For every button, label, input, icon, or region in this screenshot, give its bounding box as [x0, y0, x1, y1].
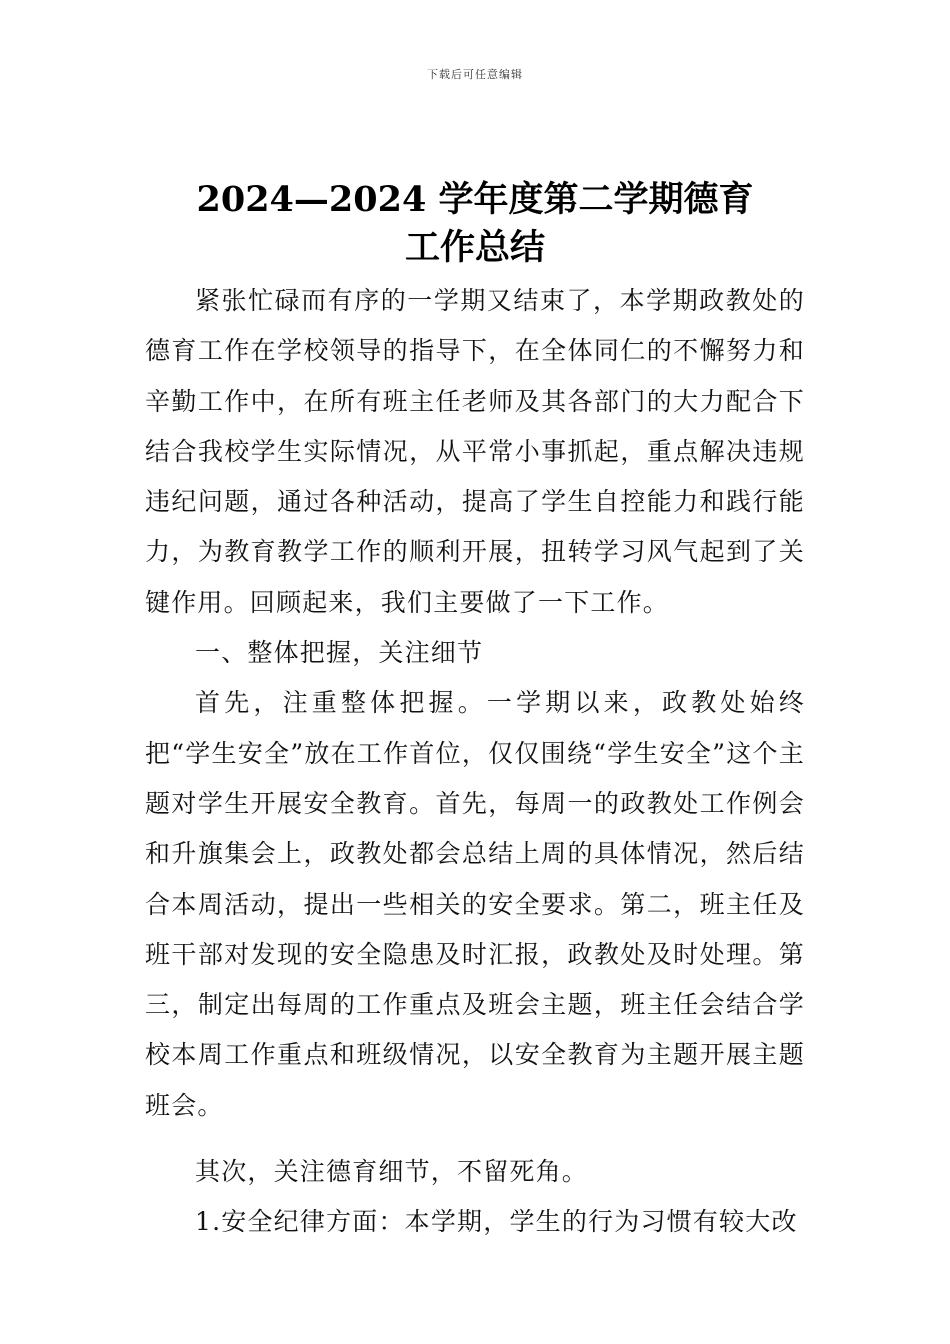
document-title: [145, 176, 805, 272]
document-body: [145, 276, 805, 1248]
header-note: 下载后可任意编辑: [427, 68, 523, 81]
paragraph-intro: 紧张忙碌而有序的一学期又结束了，本学期政教处的德育工作在学校领导的指导下，在全体同仁的不懈努力和辛勤工作中，在所有班主任老师及其各部门的大力配合下结合我校学生实际情况，从平常小事抓起，重点解决违规违纪问题，通过各种活动，提高了学生自控能力和践行能力，为教育教学工作的顺利开展，扭转学习风气起到了关键作用。回顾起来，我们主要做了一下工作。: [145, 286, 805, 617]
paragraph-safety-item: 1.安全纪律方面：本学期，学生的行为习惯有较大改: [195, 1207, 798, 1237]
title-line-2: 工作总结: [404, 227, 545, 268]
title-line-1: 2024—2024 学年度第二学期德育: [196, 179, 754, 220]
paragraph-overall: 首先，注重整体把握。一学期以来，政教处始终把“学生安全”放在工作首位，仅仅围绕“学生安全”这个主题对学生开展安全教育。首先，每周一的政教处工作例会和升旗集会上，政教处都会总结上周的具体情况，然后结合本周活动，提出一些相关的安全要求。第二，班主任及班干部对发现的安全隐患及时汇报，政教处及时处理。第三，制定出每周的工作重点及班会主题，班主任会结合学校本周工作重点和班级情况，以安全教育为主题开展主题班会。: [145, 688, 805, 1120]
paragraph-details: 其次，关注德育细节，不留死角。: [195, 1157, 589, 1187]
section-heading-1: 一、整体把握，关注细节: [195, 638, 484, 668]
